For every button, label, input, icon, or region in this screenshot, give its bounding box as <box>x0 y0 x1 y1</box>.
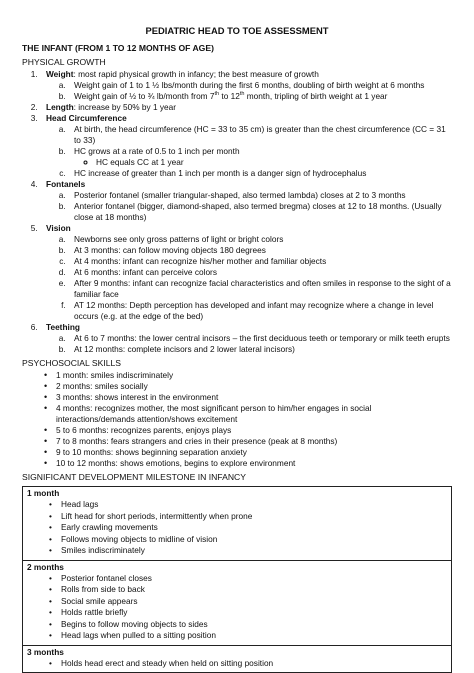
weight-b-sup1: th <box>214 91 220 98</box>
milestones-heading: SIGNIFICANT DEVELOPMENT MILESTONE IN INFANCY <box>22 472 246 482</box>
milestone-row-list <box>27 499 445 557</box>
teething-b: b. At 12 months: complete incisors and 2 lower lateral incisors) <box>68 344 452 355</box>
list-item: • Posterior fontanel closes <box>49 573 445 585</box>
head-circumference-sublist <box>46 124 452 179</box>
list-item: • Rolls from side to back <box>49 584 445 596</box>
milestone-row-label: 3 months <box>27 646 64 657</box>
list-item: • 4 months: recognizes mother, the most significant person to him/her engages in social interactions/demands attention/shows excitement <box>44 403 452 425</box>
head-circumference-label: Head Circumference <box>46 113 127 123</box>
weight-item <box>40 69 452 102</box>
vision-label: Vision <box>46 223 71 233</box>
list-item: • 1 month: smiles indiscriminately <box>44 370 452 381</box>
list-item: • Social smile appears <box>49 596 445 608</box>
page-title: PEDIATRIC HEAD TO TOE ASSESSMENT <box>145 25 329 36</box>
head-a: a. At birth, the head circumference (HC = 33 to 35 cm) is greater than the chest circumference (CC = 31 to 33) <box>68 124 452 146</box>
weight-b-pre: Weight gain of ½ to ¾ lb/month from 7 <box>74 91 215 101</box>
vision-e: e. After 9 months: infant can recognize facial characteristics and often smiles in response to the sight of a familiar face <box>68 278 452 300</box>
vision-c: c. At 4 months: infant can recognize his/her mother and familiar objects <box>68 256 452 267</box>
teething-label: Teething <box>46 322 80 332</box>
fontanels-a: a. Posterior fontanel (smaller triangular-shaped, also termed lambda) closes at 2 to 3 months <box>68 190 452 201</box>
list-item: • 9 to 10 months: shows beginning separation anxiety <box>44 447 452 458</box>
milestones-table <box>22 486 452 673</box>
milestone-row-list <box>27 658 445 670</box>
vision-b: b. At 3 months: can follow moving objects 180 degrees <box>68 245 452 256</box>
milestone-row-list <box>27 573 445 642</box>
fontanels-sublist <box>46 190 452 223</box>
list-item: • Head lags when pulled to a sitting position <box>49 630 445 642</box>
head-b <box>68 146 452 168</box>
psychosocial-list <box>22 370 452 469</box>
teething-item <box>40 322 452 355</box>
list-item: • 5 to 6 months: recognizes parents, enjoys plays <box>44 425 452 436</box>
list-item: • Holds rattle briefly <box>49 607 445 619</box>
head-circumference-item <box>40 113 452 179</box>
weight-b <box>68 91 452 102</box>
list-item: • 10 to 12 months: shows emotions, begins to explore environment <box>44 458 452 469</box>
list-item: • Holds head erect and steady when held on sitting position <box>49 658 445 670</box>
list-item: • Lift head for short periods, intermittently when prone <box>49 511 445 523</box>
list-item: • Head lags <box>49 499 445 511</box>
teething-sublist <box>46 333 452 355</box>
head-b-sub: ◦ HC equals CC at 1 year <box>96 157 452 168</box>
list-item: • 7 to 8 months: fears strangers and cries in their presence (peak at 8 months) <box>44 436 452 447</box>
milestone-row-2-months <box>23 561 451 646</box>
head-c: c. HC increase of greater than 1 inch per month is a danger sign of hydrocephalus <box>68 168 452 179</box>
list-item: • Begins to follow moving objects to sides <box>49 619 445 631</box>
head-b-sublist <box>74 157 452 168</box>
milestone-row-3-months <box>23 646 451 673</box>
physical-growth-list <box>22 69 452 355</box>
vision-a: a. Newborns see only gross patterns of light or bright colors <box>68 234 452 245</box>
length-label: Length <box>46 102 74 112</box>
fontanels-item <box>40 179 452 223</box>
weight-b-sup2: th <box>239 91 245 98</box>
fontanels-b: b. Anterior fontanel (bigger, diamond-shaped, also termed bregma) closes at 12 to 18 months. (Usually close at 18 months) <box>68 201 452 223</box>
list-item: • Early crawling movements <box>49 522 445 534</box>
length-item <box>40 102 452 113</box>
vision-item <box>40 223 452 322</box>
weight-b-mid: to 12 <box>219 91 240 101</box>
vision-f: f. AT 12 months: Depth perception has developed and infant may recognize where a change in level occurs (e.g. at the edge of the bed) <box>68 300 452 322</box>
length-text: : increase by 50% by 1 year <box>73 102 177 112</box>
weight-text: : most rapid physical growth in infancy; the best measure of growth <box>73 69 319 79</box>
milestone-row-1-month <box>23 487 451 561</box>
list-item: • 2 months: smiles socially <box>44 381 452 392</box>
vision-sublist <box>46 234 452 322</box>
fontanels-label: Fontanels <box>46 179 86 189</box>
physical-growth-heading: PHYSICAL GROWTH <box>22 57 106 67</box>
weight-a: a. Weight gain of 1 to 1 ½ lbs/month during the first 6 months, doubling of birth weight at 6 months <box>68 80 452 91</box>
weight-sublist <box>46 80 452 102</box>
list-item: • 3 months: shows interest in the environment <box>44 392 452 403</box>
psychosocial-heading: PSYCHOSOCIAL SKILLS <box>22 358 122 368</box>
vision-d: d. At 6 months: infant can perceive colors <box>68 267 452 278</box>
infant-subtitle: THE INFANT (FROM 1 TO 12 MONTHS OF AGE) <box>22 43 214 53</box>
weight-label: Weight <box>46 69 74 79</box>
list-item: • Smiles indiscriminately <box>49 545 445 557</box>
milestone-row-label: 1 month <box>27 488 60 498</box>
list-item: • Follows moving objects to midline of vision <box>49 534 445 546</box>
weight-b-post: month, tripling of birth weight at 1 year <box>244 91 388 101</box>
milestone-row-label: 2 months <box>27 561 64 572</box>
head-b-text: HC grows at a rate of 0.5 to 1 inch per month <box>74 146 240 156</box>
teething-a: a. At 6 to 7 months: the lower central incisors – the first deciduous teeth or temporary or milk teeth erupts <box>68 333 452 344</box>
